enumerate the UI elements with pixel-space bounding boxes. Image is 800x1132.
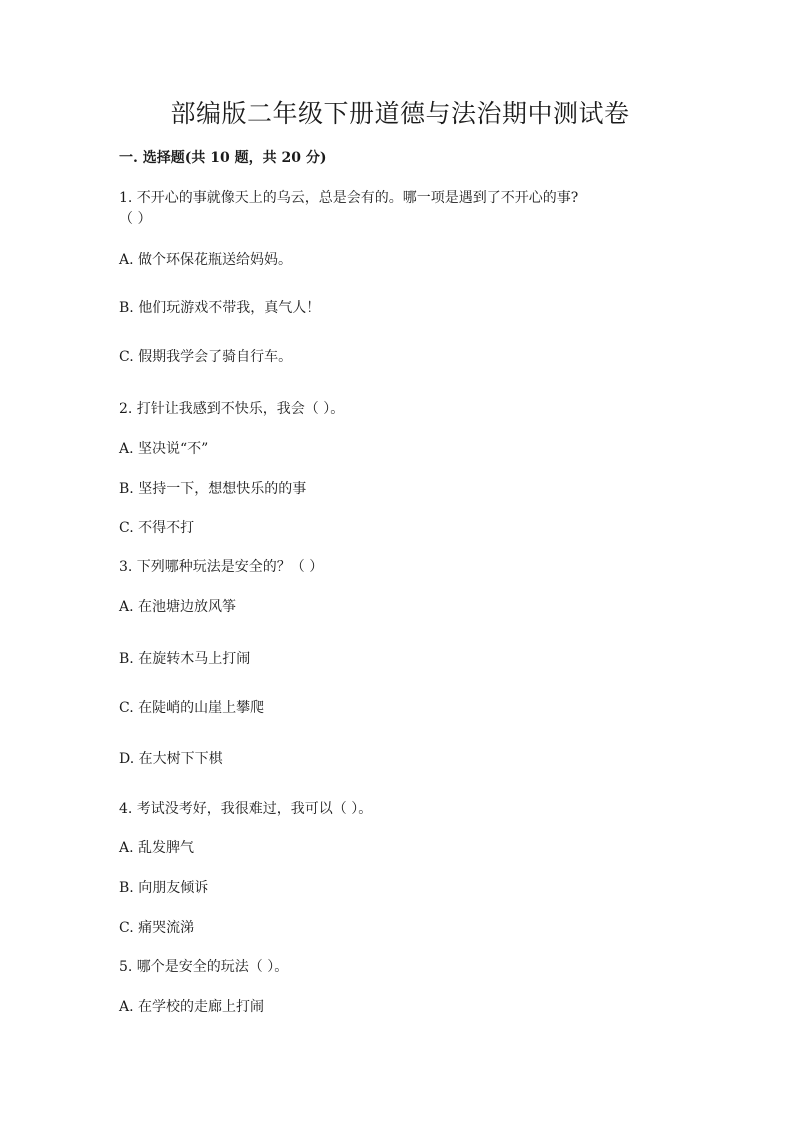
question-3-option-d: D. 在大树下下棋 xyxy=(119,751,223,767)
question-4-option-c: C. 痛哭流涕 xyxy=(119,920,195,936)
question-4-stem: 4. 考试没考好，我很难过，我可以（ ）。 xyxy=(119,801,373,817)
question-1-option-c: C. 假期我学会了骑自行车。 xyxy=(119,349,293,365)
question-5-stem: 5. 哪个是安全的玩法（ ）。 xyxy=(119,959,289,975)
question-3-option-b: B. 在旋转木马上打闹 xyxy=(119,651,251,667)
question-2-option-c: C. 不得不打 xyxy=(119,520,195,536)
question-2-stem: 2. 打针让我感到不快乐，我会（ ）。 xyxy=(119,401,345,417)
question-1-stem: 1. 不开心的事就像天上的乌云，总是会有的。哪一项是遇到了不开心的事? xyxy=(119,190,579,206)
question-1-option-b: B. 他们玩游戏不带我，真气人！ xyxy=(119,300,321,316)
question-4-option-a: A. 乱发脾气 xyxy=(119,840,195,856)
question-3-option-a: A. 在池塘边放风筝 xyxy=(119,599,237,615)
question-3-option-c: C. 在陡峭的山崖上攀爬 xyxy=(119,700,265,716)
question-4-option-b: B. 向朋友倾诉 xyxy=(119,880,209,896)
question-2-option-a: A. 坚决说“不” xyxy=(119,441,209,457)
section-heading: 一. 选择题(共 10 题，共 20 分) xyxy=(119,150,327,166)
question-3-stem: 3. 下列哪种玩法是安全的？（ ） xyxy=(119,559,324,575)
question-1-option-a: A. 做个环保花瓶送给妈妈。 xyxy=(119,252,293,268)
question-2-option-b: B. 坚持一下，想想快乐的的事 xyxy=(119,481,307,497)
question-1-stem-continued: （ ） xyxy=(119,211,152,227)
question-5-option-a: A. 在学校的走廊上打闹 xyxy=(119,999,265,1015)
page-title: 部编版二年级下册道德与法治期中测试卷 xyxy=(170,99,630,128)
